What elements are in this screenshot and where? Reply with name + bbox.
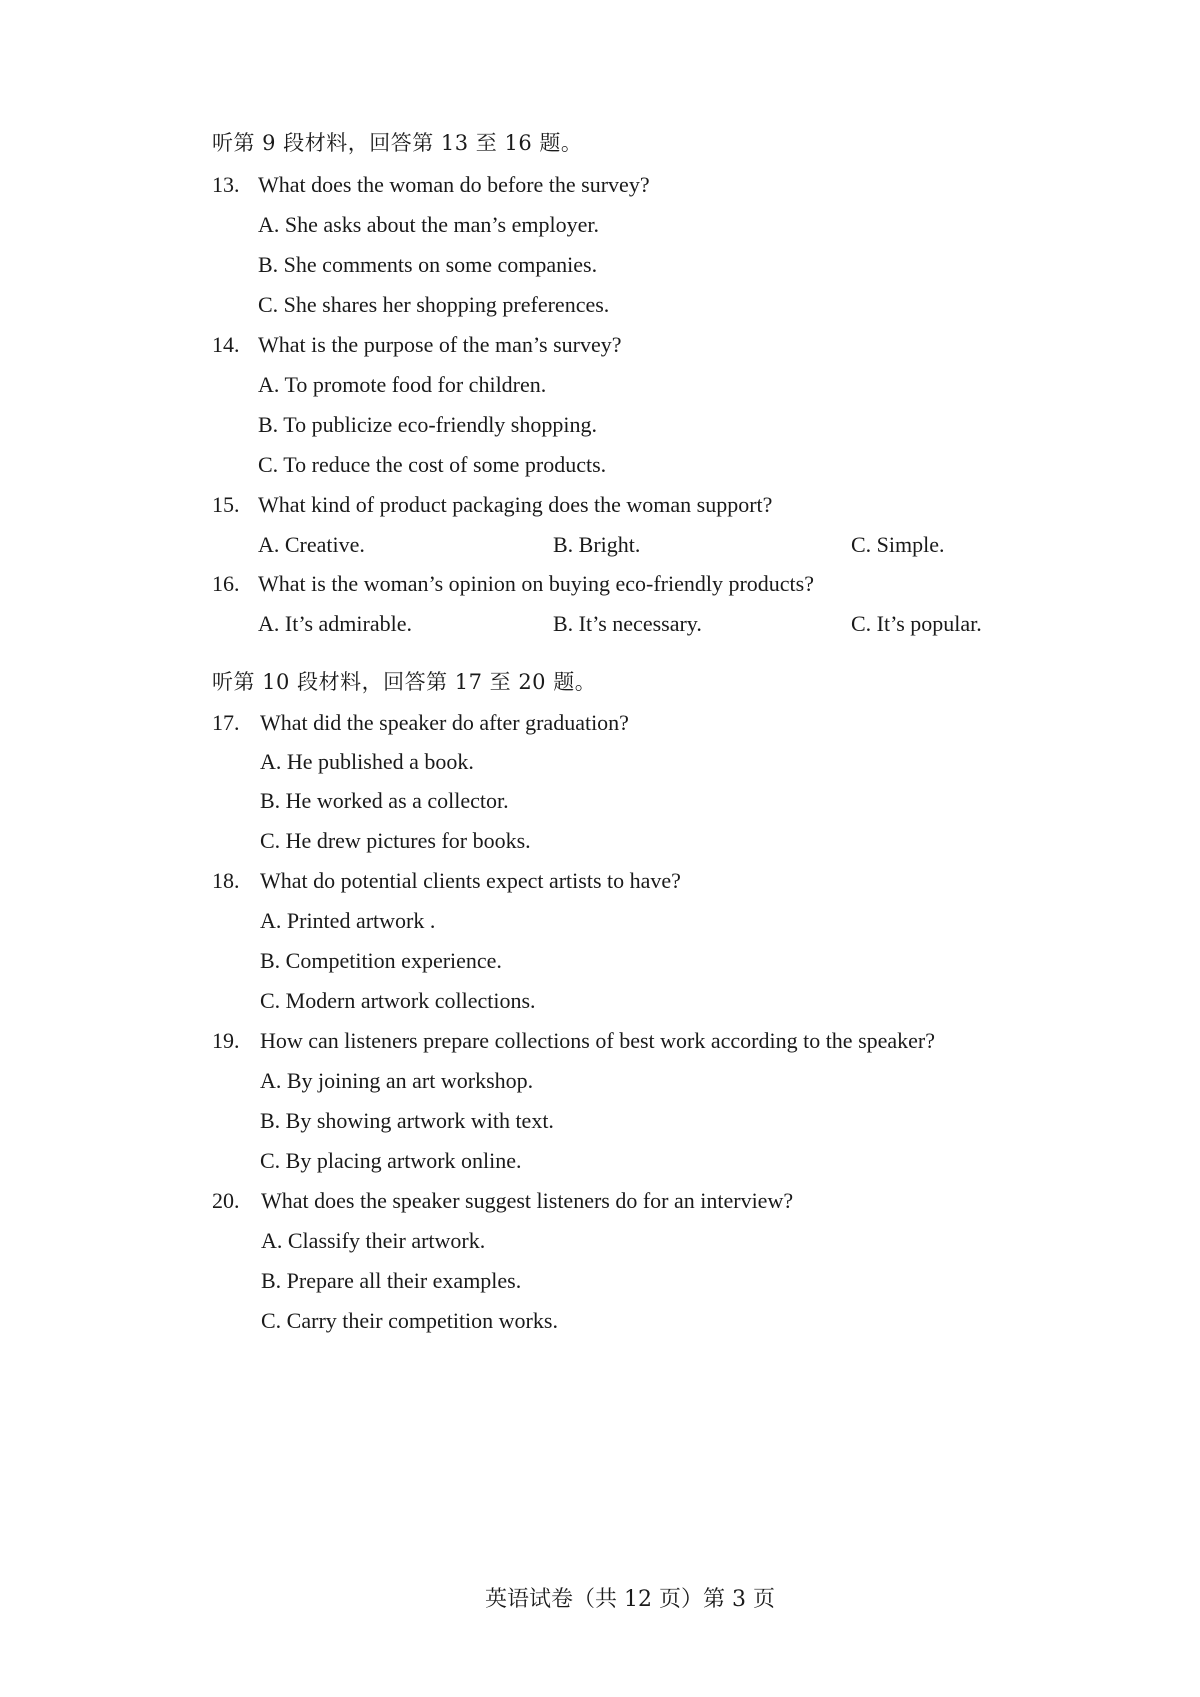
- option-c: C. It’s popular.: [851, 611, 982, 636]
- option-b: B. Competition experience.: [260, 948, 502, 973]
- option-a: A. He published a book.: [260, 749, 474, 774]
- question-number: 20.: [212, 1188, 240, 1213]
- option-b: B. Prepare all their examples.: [261, 1268, 522, 1293]
- option-b: B. Bright.: [553, 532, 641, 557]
- question-number: 18.: [212, 868, 240, 893]
- section-heading: 听第 10 段材料，回答第 17 至 20 题。: [212, 670, 597, 694]
- question-text: What kind of product packaging does the woman support?: [258, 492, 773, 517]
- option-c: C. Simple.: [851, 532, 945, 557]
- question-text: What did the speaker do after graduation?: [260, 710, 629, 735]
- section-heading: 听第 9 段材料，回答第 13 至 16 题。: [212, 131, 583, 155]
- question-number: 19.: [212, 1028, 240, 1053]
- question-text: What is the woman’s opinion on buying eco-friendly products?: [258, 571, 814, 596]
- option-b: B. By showing artwork with text.: [260, 1108, 554, 1133]
- footer-text: 英语试卷（共 12 页）第 3 页: [485, 1587, 775, 1612]
- question-number: 17.: [212, 710, 240, 735]
- option-a: A. To promote food for children.: [258, 372, 547, 397]
- option-c: C. Modern artwork collections.: [260, 988, 536, 1013]
- option-c: C. To reduce the cost of some products.: [258, 452, 607, 477]
- option-a: A. She asks about the man’s employer.: [258, 212, 599, 237]
- question-text: What do potential clients expect artists to have?: [260, 868, 681, 893]
- question-text: What does the woman do before the survey?: [258, 172, 650, 197]
- option-b: B. She comments on some companies.: [258, 252, 598, 277]
- question-number: 13.: [212, 172, 240, 197]
- question-text: What is the purpose of the man’s survey?: [258, 332, 622, 357]
- option-a: A. Classify their artwork.: [261, 1228, 486, 1253]
- option-c: C. By placing artwork online.: [260, 1148, 522, 1173]
- option-b: B. It’s necessary.: [553, 611, 702, 636]
- option-c: C. He drew pictures for books.: [260, 828, 531, 853]
- option-a: A. By joining an art workshop.: [260, 1068, 534, 1093]
- option-b: B. He worked as a collector.: [260, 788, 509, 813]
- page-footer: [0, 1582, 1200, 1613]
- option-a: A. Printed artwork .: [260, 908, 436, 933]
- option-c: C. Carry their competition works.: [261, 1308, 558, 1333]
- option-a: A. It’s admirable.: [258, 611, 412, 636]
- option-b: B. To publicize eco-friendly shopping.: [258, 412, 597, 437]
- question-text: How can listeners prepare collections of best work according to the speaker?: [260, 1028, 936, 1053]
- question-text: What does the speaker suggest listeners do for an interview?: [261, 1188, 794, 1213]
- option-a: A. Creative.: [258, 532, 365, 557]
- question-number: 15.: [212, 492, 240, 517]
- question-number: 14.: [212, 332, 240, 357]
- option-c: C. She shares her shopping preferences.: [258, 292, 610, 317]
- question-number: 16.: [212, 571, 240, 596]
